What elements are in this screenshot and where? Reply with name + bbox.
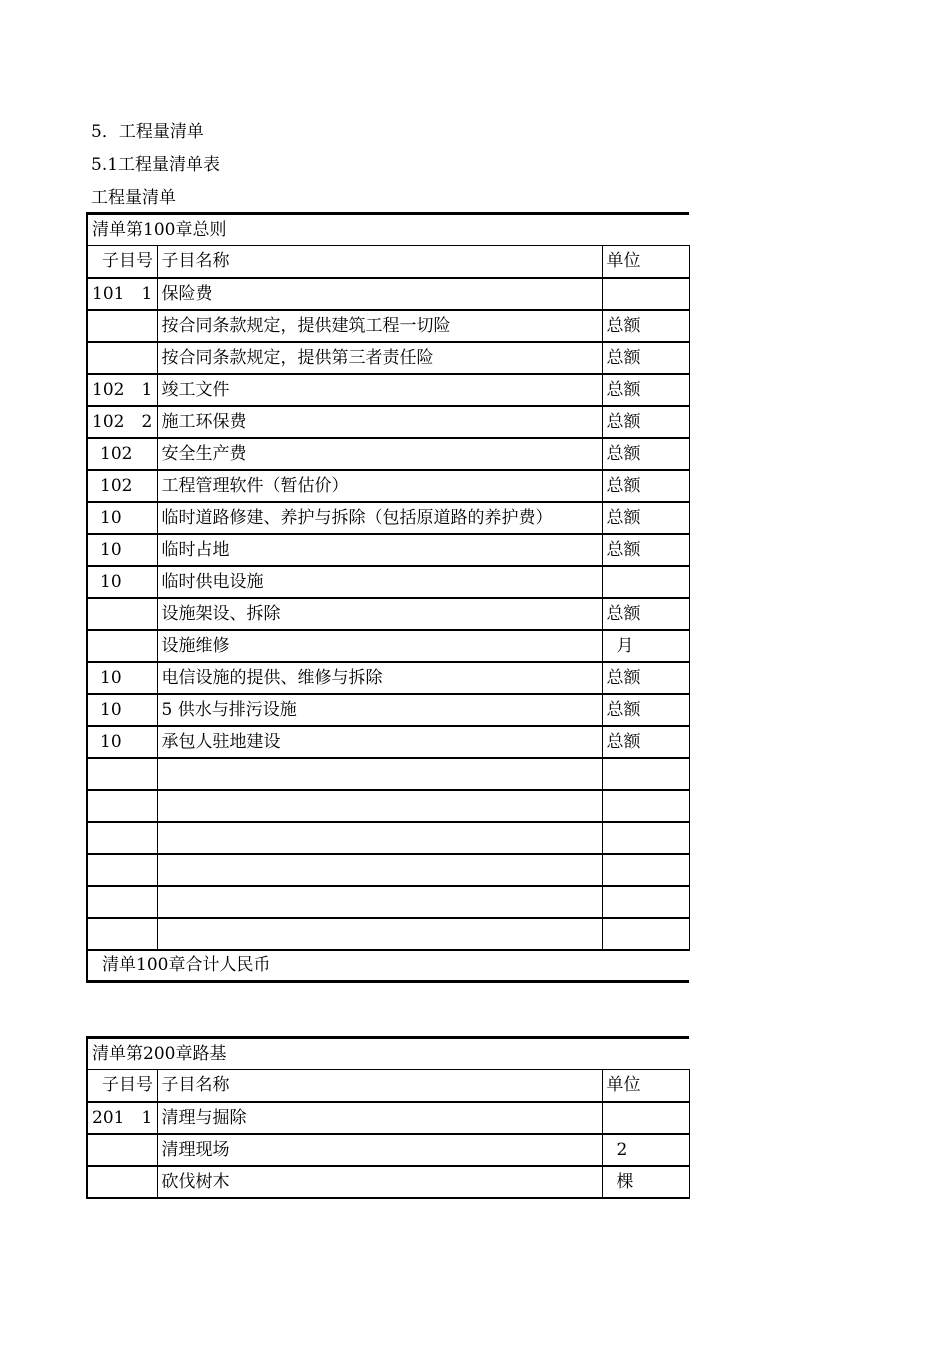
row-code: 102 bbox=[87, 438, 157, 470]
row-code: 10 bbox=[87, 566, 157, 598]
row-code bbox=[87, 854, 157, 886]
table-row bbox=[87, 310, 689, 342]
table-total-label: 清单100章合计人民币 bbox=[87, 950, 689, 982]
header-name: 子目名称 bbox=[157, 1070, 602, 1102]
row-code bbox=[87, 598, 157, 630]
row-unit: 总额 bbox=[602, 598, 689, 630]
table-row bbox=[87, 918, 689, 950]
table-row bbox=[87, 342, 689, 374]
header-unit: 单位 bbox=[602, 1070, 689, 1102]
row-code bbox=[87, 758, 157, 790]
chapter-200-table bbox=[86, 1036, 690, 1199]
row-code: 10 bbox=[87, 502, 157, 534]
row-name: 安全生产费 bbox=[157, 438, 602, 470]
row-unit: 棵 bbox=[602, 1166, 689, 1198]
row-code bbox=[87, 630, 157, 662]
row-unit: 总额 bbox=[602, 342, 689, 374]
row-unit: 总额 bbox=[602, 406, 689, 438]
row-code bbox=[87, 1134, 157, 1166]
row-name: 清理现场 bbox=[157, 1134, 602, 1166]
chapter-100-table bbox=[86, 212, 690, 983]
table-row bbox=[87, 1102, 689, 1134]
table-total-row bbox=[87, 950, 689, 982]
row-unit: 总额 bbox=[602, 694, 689, 726]
row-unit bbox=[602, 822, 689, 854]
row-code bbox=[87, 1166, 157, 1198]
table-row bbox=[87, 374, 689, 406]
row-unit: 月 bbox=[602, 630, 689, 662]
row-unit bbox=[602, 1102, 689, 1134]
row-code bbox=[87, 886, 157, 918]
row-name: 施工环保费 bbox=[157, 406, 602, 438]
row-unit: 2 bbox=[602, 1134, 689, 1166]
row-code bbox=[87, 790, 157, 822]
row-name: 按合同条款规定，提供第三者责任险 bbox=[157, 342, 602, 374]
row-code bbox=[87, 918, 157, 950]
table-row bbox=[87, 438, 689, 470]
header-code: 子目号 bbox=[87, 246, 157, 278]
row-unit: 总额 bbox=[602, 374, 689, 406]
row-code: 102 1 bbox=[87, 374, 157, 406]
row-code: 10 bbox=[87, 694, 157, 726]
header-name: 子目名称 bbox=[157, 246, 602, 278]
row-name: 设施维修 bbox=[157, 630, 602, 662]
row-code bbox=[87, 822, 157, 854]
table-header-row bbox=[87, 1070, 689, 1102]
table-row bbox=[87, 694, 689, 726]
row-unit: 总额 bbox=[602, 470, 689, 502]
row-name bbox=[157, 790, 602, 822]
row-code bbox=[87, 310, 157, 342]
table-title: 清单第100章总则 bbox=[87, 214, 689, 246]
row-unit bbox=[602, 886, 689, 918]
row-unit: 总额 bbox=[602, 534, 689, 566]
row-code: 102 bbox=[87, 470, 157, 502]
table-row bbox=[87, 726, 689, 758]
row-name: 承包人驻地建设 bbox=[157, 726, 602, 758]
table-row bbox=[87, 566, 689, 598]
table-row bbox=[87, 1134, 689, 1166]
row-unit: 总额 bbox=[602, 502, 689, 534]
table-row bbox=[87, 758, 689, 790]
row-name bbox=[157, 822, 602, 854]
header-code: 子目号 bbox=[87, 1070, 157, 1102]
section-heading: 5．工程量清单 bbox=[91, 122, 204, 142]
row-unit bbox=[602, 758, 689, 790]
row-unit bbox=[602, 278, 689, 310]
table-row bbox=[87, 630, 689, 662]
row-name: 临时供电设施 bbox=[157, 566, 602, 598]
row-name bbox=[157, 854, 602, 886]
table-row bbox=[87, 662, 689, 694]
row-name: 竣工文件 bbox=[157, 374, 602, 406]
row-unit bbox=[602, 566, 689, 598]
table-title: 清单第200章路基 bbox=[87, 1038, 689, 1070]
row-code: 201 1 bbox=[87, 1102, 157, 1134]
table-row bbox=[87, 502, 689, 534]
row-code: 10 bbox=[87, 662, 157, 694]
row-name bbox=[157, 918, 602, 950]
row-name: 电信设施的提供、维修与拆除 bbox=[157, 662, 602, 694]
table-row bbox=[87, 534, 689, 566]
row-name: 保险费 bbox=[157, 278, 602, 310]
table-row bbox=[87, 822, 689, 854]
row-code: 10 bbox=[87, 534, 157, 566]
row-unit: 总额 bbox=[602, 310, 689, 342]
table-title-row bbox=[87, 214, 689, 246]
table-title-row bbox=[87, 1038, 689, 1070]
row-unit: 总额 bbox=[602, 438, 689, 470]
table-row bbox=[87, 406, 689, 438]
table-header-row bbox=[87, 246, 689, 278]
row-unit bbox=[602, 790, 689, 822]
row-name: 临时占地 bbox=[157, 534, 602, 566]
table-row bbox=[87, 886, 689, 918]
row-name bbox=[157, 886, 602, 918]
row-name: 按合同条款规定，提供建筑工程一切险 bbox=[157, 310, 602, 342]
header-unit: 单位 bbox=[602, 246, 689, 278]
table-row bbox=[87, 470, 689, 502]
subsection-heading: 5.1工程量清单表 bbox=[91, 155, 221, 175]
row-name: 清理与掘除 bbox=[157, 1102, 602, 1134]
row-name: 临时道路修建、养护与拆除（包括原道路的养护费） bbox=[157, 502, 602, 534]
row-unit bbox=[602, 854, 689, 886]
row-code: 10 bbox=[87, 726, 157, 758]
row-code: 102 2 bbox=[87, 406, 157, 438]
row-code: 101 1 bbox=[87, 278, 157, 310]
row-unit bbox=[602, 918, 689, 950]
table-row bbox=[87, 1166, 689, 1198]
list-heading: 工程量清单 bbox=[91, 188, 176, 208]
row-name: 砍伐树木 bbox=[157, 1166, 602, 1198]
row-name bbox=[157, 758, 602, 790]
table-row bbox=[87, 598, 689, 630]
row-unit: 总额 bbox=[602, 662, 689, 694]
row-name: 设施架设、拆除 bbox=[157, 598, 602, 630]
table-row bbox=[87, 278, 689, 310]
row-name: 工程管理软件（暂估价） bbox=[157, 470, 602, 502]
table-row bbox=[87, 790, 689, 822]
row-code bbox=[87, 342, 157, 374]
row-unit: 总额 bbox=[602, 726, 689, 758]
table-row bbox=[87, 854, 689, 886]
row-name: 5 供水与排污设施 bbox=[157, 694, 602, 726]
